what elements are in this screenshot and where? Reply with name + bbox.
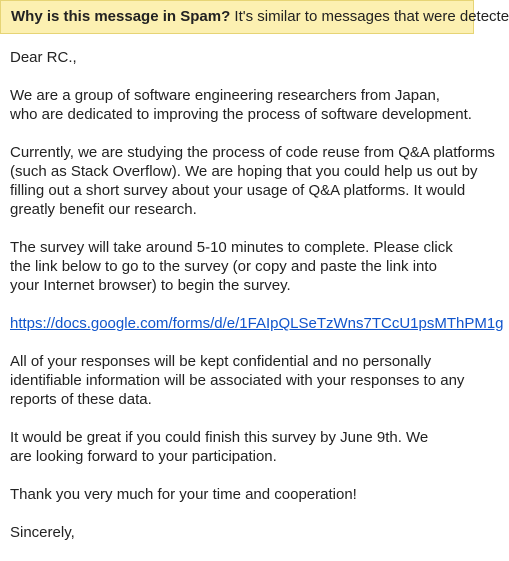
spam-warning-banner bbox=[0, 0, 509, 34]
text-line: We are a group of software engineering researchers from Japan, bbox=[10, 87, 440, 104]
paragraph-deadline bbox=[10, 428, 480, 466]
text-line: The survey will take around 5-10 minutes to complete. Please click bbox=[10, 239, 453, 256]
paragraph-confidentiality bbox=[10, 352, 480, 409]
closing: Sincerely, bbox=[10, 524, 75, 541]
greeting: Dear RC., bbox=[10, 49, 77, 66]
text-line: greatly benefit our research. bbox=[10, 201, 197, 218]
paragraph-thanks: Thank you very much for your time and cooperation! bbox=[10, 486, 357, 503]
survey-link[interactable]: https://docs.google.com/forms/d/e/1FAIpQLSeTzWns7TCcU1psMThPM1g bbox=[10, 315, 504, 332]
paragraph-instructions bbox=[10, 238, 480, 295]
text-line: identifiable information will be associated with your responses to any bbox=[10, 372, 465, 389]
paragraph-intro bbox=[10, 86, 480, 124]
text-line: are looking forward to your participation. bbox=[10, 448, 277, 465]
paragraph-link bbox=[10, 314, 504, 333]
text-line: filling out a short survey about your usage of Q&A platforms. It would bbox=[10, 182, 466, 199]
text-line: (such as Stack Overflow). We are hoping that you could help us out by bbox=[10, 163, 478, 180]
text-line: reports of these data. bbox=[10, 391, 152, 408]
spam-question[interactable]: Why is this message in Spam? bbox=[11, 8, 231, 25]
paragraph-study bbox=[10, 143, 495, 219]
text-line: All of your responses will be kept confidential and no personally bbox=[10, 353, 432, 370]
text-line: the link below to go to the survey (or copy and paste the link into bbox=[10, 258, 437, 275]
email-body bbox=[10, 48, 504, 561]
text-line: who are dedicated to improving the process of software development. bbox=[10, 106, 472, 123]
text-line: It would be great if you could finish this survey by June 9th. We bbox=[10, 429, 429, 446]
spam-explanation: It's similar to messages that were detecte bbox=[234, 8, 509, 25]
text-line: Currently, we are studying the process of code reuse from Q&A platforms bbox=[10, 144, 495, 161]
text-line: your Internet browser) to begin the survey. bbox=[10, 277, 291, 294]
